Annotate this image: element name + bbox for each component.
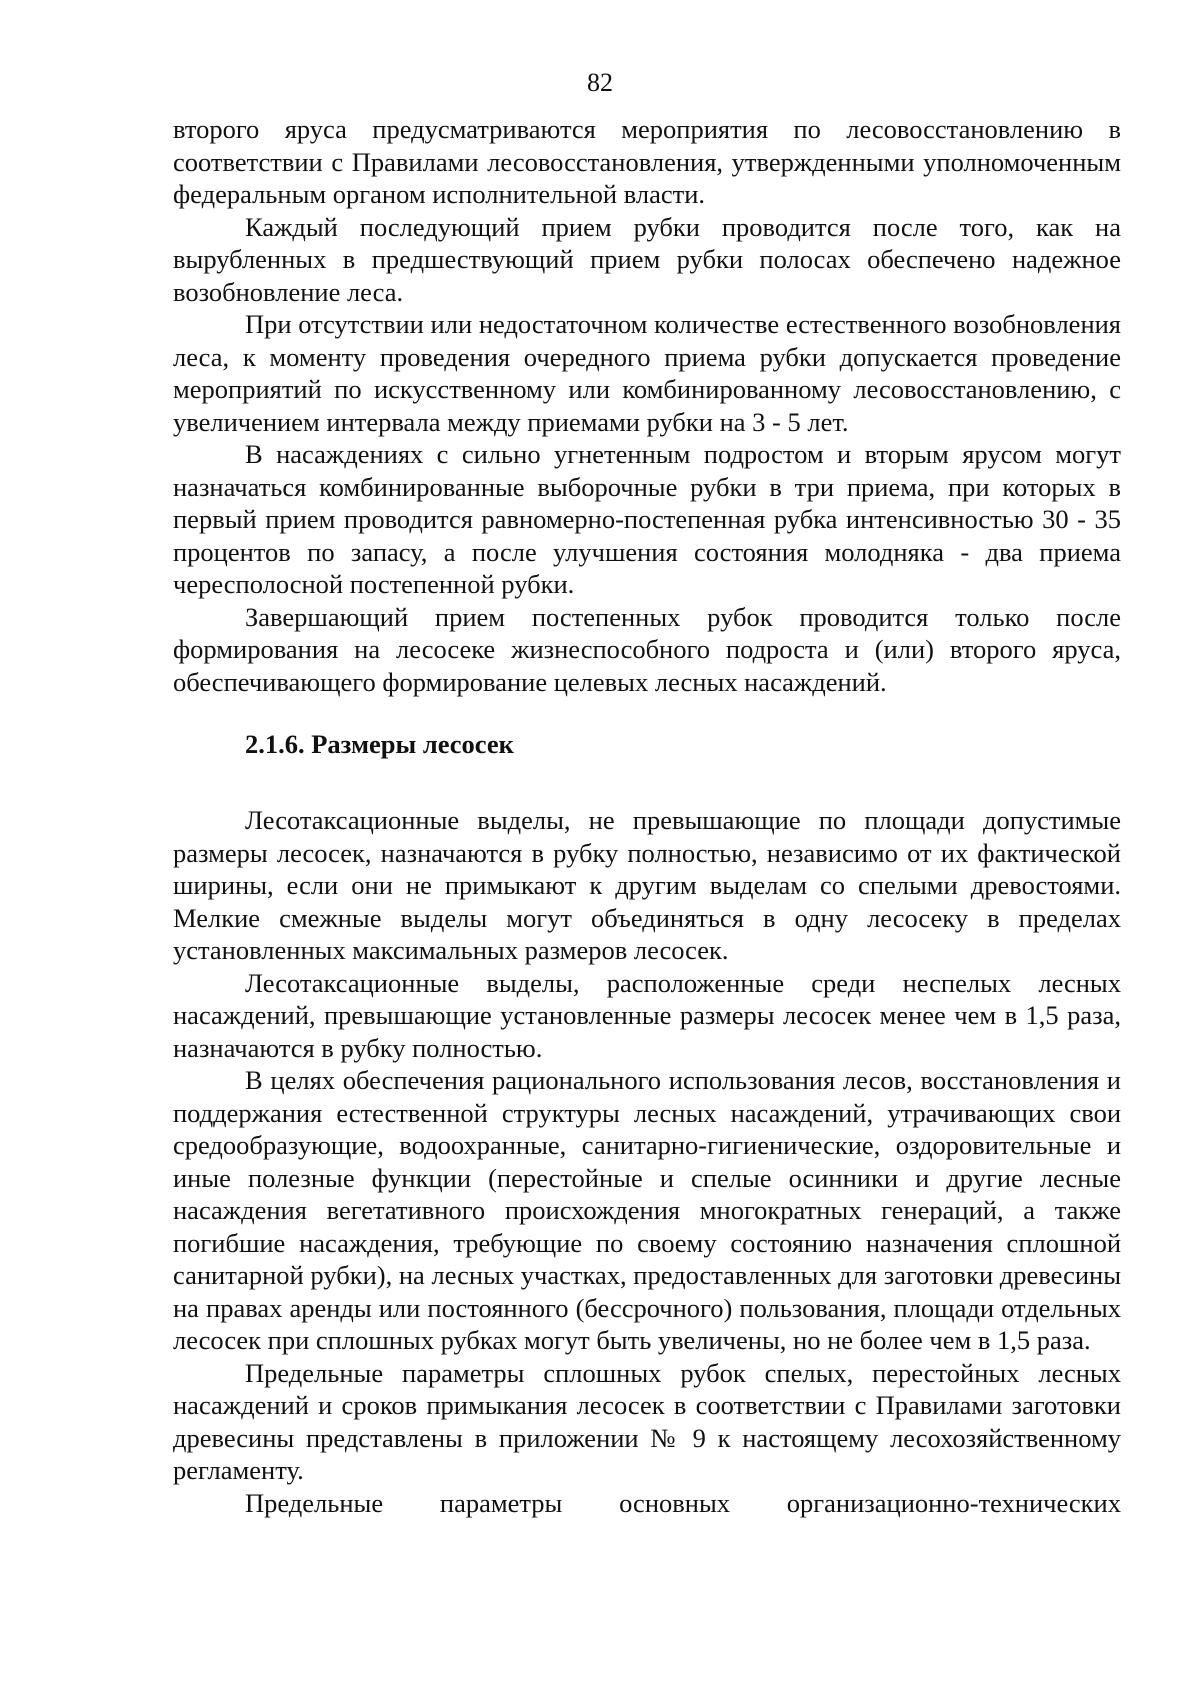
page-number: 82 xyxy=(587,68,613,97)
section-heading: 2.1.6. Размеры лесосек xyxy=(245,729,514,759)
paragraph: Лесотаксационные выделы, расположенные среди неспелых лесных насаждений, превышающие установленные размеры лесосек менее чем в 1,5 раза, назначаются в рубку полностью. xyxy=(173,967,1121,1063)
paragraph: При отсутствии или недостаточном количестве естественного возобновления леса, к моменту проведения очередного приема рубки допускается проведение мероприятий по искусственному или комбинированному лесовосстановлению, с увеличением интервала между приемами рубки на 3 - 5 лет. xyxy=(173,309,1121,437)
paragraph: Предельные параметры сплошных рубок спелых, перестойных лесных насаждений и сроков примыкания лесосек в соответствии с Правилами заготовки древесины представлены в приложении № 9 к настоящему лесохозяйственному регламенту. xyxy=(173,1357,1121,1485)
paragraph: Лесотаксационные выделы, не превышающие по площади допустимые размеры лесосек, назначаются в рубку полностью, независимо от их фактической ширины, если они не примыкают к другим выделам со спелыми древостоями. Мелкие смежные выделы могут объединяться в одну лесосеку в пределах установленных максимальных размеров лесосек. xyxy=(173,805,1121,965)
paragraph: Каждый последующий прием рубки проводится после того, как на вырубленных в предшествующий прием рубки полосах обеспечено надежное возобновление леса. xyxy=(173,211,1121,307)
paragraph: В целях обеспечения рационального использования лесов, восстановления и поддержания естественной структуры лесных насаждений, утрачивающих свои средообразующие, водоохранные, санитарно-гигиенические, оздоровительные и иные полезные функции (перестойные и спелые осинники и другие лесные насаждения вегетативного происхождения многократных генераций, а также погибшие насаждения, требующие по своему состоянию назначения сплошной санитарной рубки), на лесных участках, предоставленных для заготовки древесины на правах аренды или постоянного (бессрочного) пользования, площади отдельных лесосек при сплошных рубках могут быть увеличены, но не более чем в 1,5 раза. xyxy=(173,1065,1121,1355)
document-body xyxy=(173,113,1121,1519)
paragraph-truncated: Предельные параметры основных организационно-технических xyxy=(245,1487,1121,1518)
paragraph: В насаждениях с сильно угнетенным подростом и вторым ярусом могут назначаться комбинированные выборочные рубки в три приема, при которых в первый прием проводится равномерно-постепенная рубка интенсивностью 30 - 35 процентов по запасу, а после улучшения состояния молодняка - два приема чересполосной постепенной рубки. xyxy=(173,439,1121,599)
paragraph-continuation: второго яруса предусматриваются мероприятия по лесовосстановлению в соответствии с Правилами лесовосстановления, утвержденными уполномоченным федеральным органом исполнительной власти. xyxy=(173,114,1121,209)
paragraph: Завершающий прием постепенных рубок проводится только после формирования на лесосеке жизнеспособного подроста и (или) второго яруса, обеспечивающего формирование целевых лесных насаждений. xyxy=(173,601,1121,697)
